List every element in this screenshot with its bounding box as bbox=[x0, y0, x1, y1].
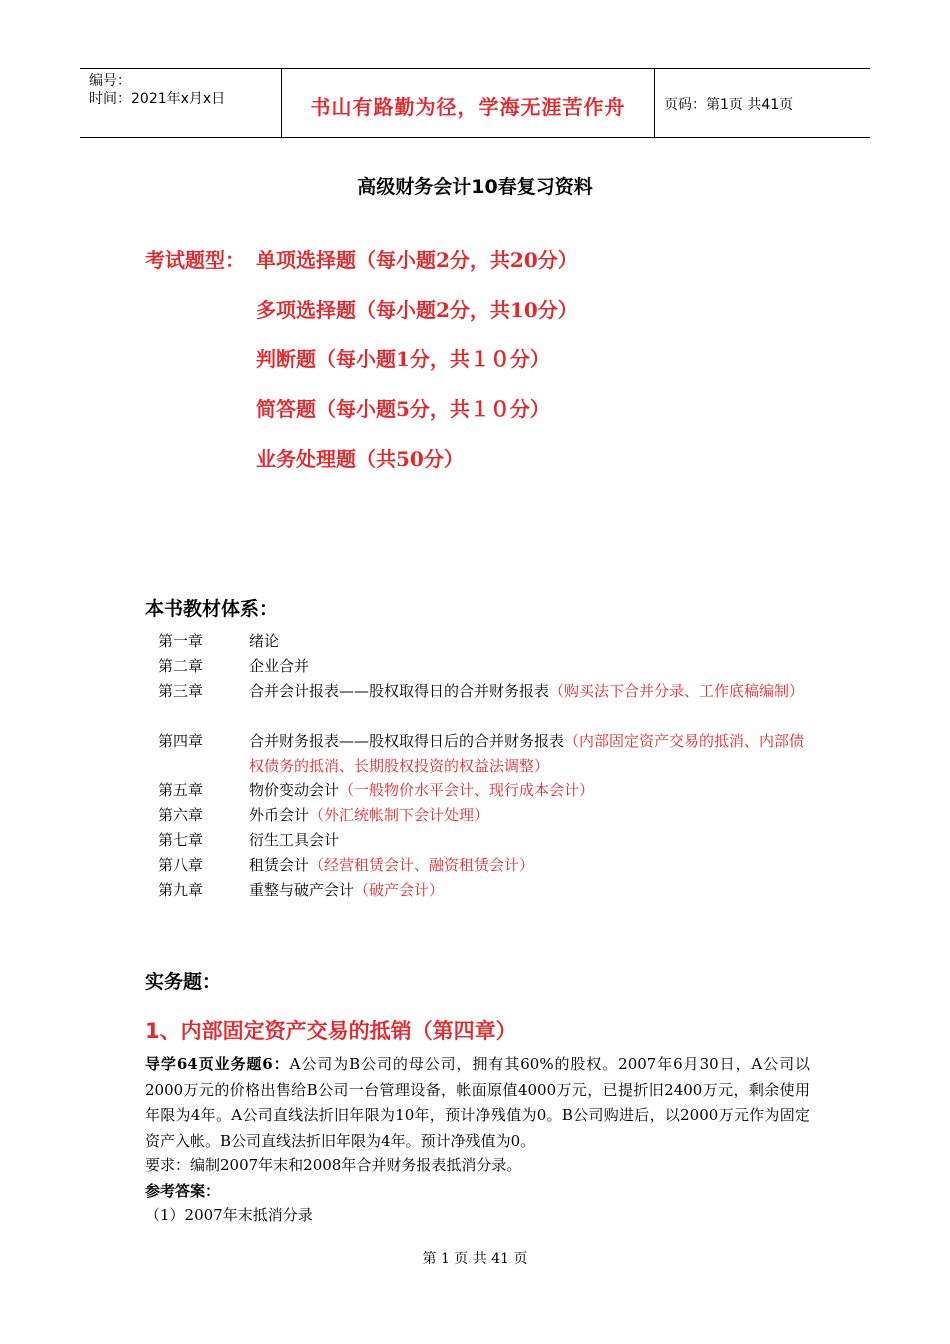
exam-type-label: 考试题型： bbox=[145, 248, 245, 272]
page-info: 页码：第1页 共41页 bbox=[664, 97, 794, 113]
chapter-title: 绪论 bbox=[249, 632, 280, 650]
answer-label: 参考答案： bbox=[145, 1182, 221, 1200]
chapter-title: 衍生工具会计 bbox=[249, 831, 340, 849]
number-label: 编号： bbox=[89, 73, 131, 89]
chapter-number: 第八章 bbox=[158, 856, 204, 874]
chapter-title: 合并会计报表——股权取得日的合并财务报表（购买法下合并分录、工作底稿编制） bbox=[249, 682, 805, 700]
toc-heading: 本书教材体系： bbox=[145, 598, 279, 620]
chapter-title: 外币会计（外汇统帐制下会计处理） bbox=[249, 806, 490, 824]
chapter-title: 租赁会计（经营租赁会计、融资租赁会计） bbox=[249, 856, 535, 874]
chapter-note: （外汇统帐制下会计处理） bbox=[309, 806, 490, 824]
chapter-note: （破产会计） bbox=[354, 881, 445, 899]
exam-type-3: 判断题（每小题1分，共１０分） bbox=[256, 347, 550, 371]
requirement-text: 要求：编制2007年末和2008年合并财务报表抵消分录。 bbox=[145, 1156, 522, 1174]
exam-type-1: 单项选择题（每小题2分，共20分） bbox=[256, 248, 578, 272]
chapter-number: 第二章 bbox=[158, 657, 204, 675]
chapter-title: 物价变动会计（一般物价水平会计、现行成本会计） bbox=[249, 781, 595, 799]
chapter-note: （一般物价水平会计、现行成本会计） bbox=[339, 781, 595, 799]
chapter-title: 重整与破产会计（破产会计） bbox=[249, 881, 445, 899]
header-table bbox=[80, 68, 870, 138]
header-left-cell bbox=[80, 69, 282, 137]
question-1-body: 导学64页业务题6：A公司为B公司的母公司，拥有其60%的股权。2007年6月30日，A公司以2000万元的价格出售给B公司一台管理设备，帐面原值4000万元，已提折旧2400万元，剩余使用年限为4年。A公司直线法折旧年限为10年，预计净残值为0。B公司购进后，以2000万元作为固定资产入帐。B公司直线法折旧年限为4年。预计净残值为0。 bbox=[145, 1055, 811, 1150]
date-label: 时间：2021年x月x日 bbox=[89, 91, 226, 107]
page-footer: 第 1 页 共 41 页 bbox=[422, 1251, 528, 1267]
chapter-number: 第三章 bbox=[158, 682, 204, 700]
exam-type-5: 业务处理题（共50分） bbox=[256, 447, 464, 471]
chapter-title: 合并财务报表——股权取得日后的合并财务报表（内部固定资产交易的抵消、内部债权债务的抵消、长期股权投资的权益法调整） bbox=[249, 732, 805, 775]
answer-item-1: （1）2007年末抵消分录 bbox=[145, 1206, 313, 1224]
document-title: 高级财务会计10春复习资料 bbox=[357, 176, 593, 198]
header-right-cell bbox=[655, 69, 870, 137]
chapter-note: （内部固定资产交易的抵消、内部债权债务的抵消、长期股权投资的权益法调整） bbox=[249, 732, 805, 775]
chapter-note: （经营租赁会计、融资租赁会计） bbox=[309, 856, 535, 874]
exam-type-4: 简答题（每小题5分，共１０分） bbox=[256, 397, 550, 421]
question-1-label: 导学64页业务题6： bbox=[145, 1055, 290, 1073]
chapter-number: 第九章 bbox=[158, 881, 204, 899]
practice-heading: 实务题： bbox=[145, 971, 222, 993]
chapter-note: （购买法下合并分录、工作底稿编制） bbox=[549, 682, 805, 700]
chapter-number: 第六章 bbox=[158, 806, 204, 824]
chapter-number: 第五章 bbox=[158, 781, 204, 799]
header-middle-cell bbox=[282, 69, 655, 137]
question-1-heading: 1、内部固定资产交易的抵销（第四章） bbox=[145, 1019, 517, 1043]
chapter-number: 第七章 bbox=[158, 831, 204, 849]
exam-type-2: 多项选择题（每小题2分，共10分） bbox=[256, 298, 578, 322]
chapter-number: 第四章 bbox=[158, 732, 204, 750]
chapter-number: 第一章 bbox=[158, 632, 204, 650]
motto: 书山有路勤为径，学海无涯苦作舟 bbox=[310, 95, 626, 119]
chapter-title: 企业合并 bbox=[249, 657, 310, 675]
